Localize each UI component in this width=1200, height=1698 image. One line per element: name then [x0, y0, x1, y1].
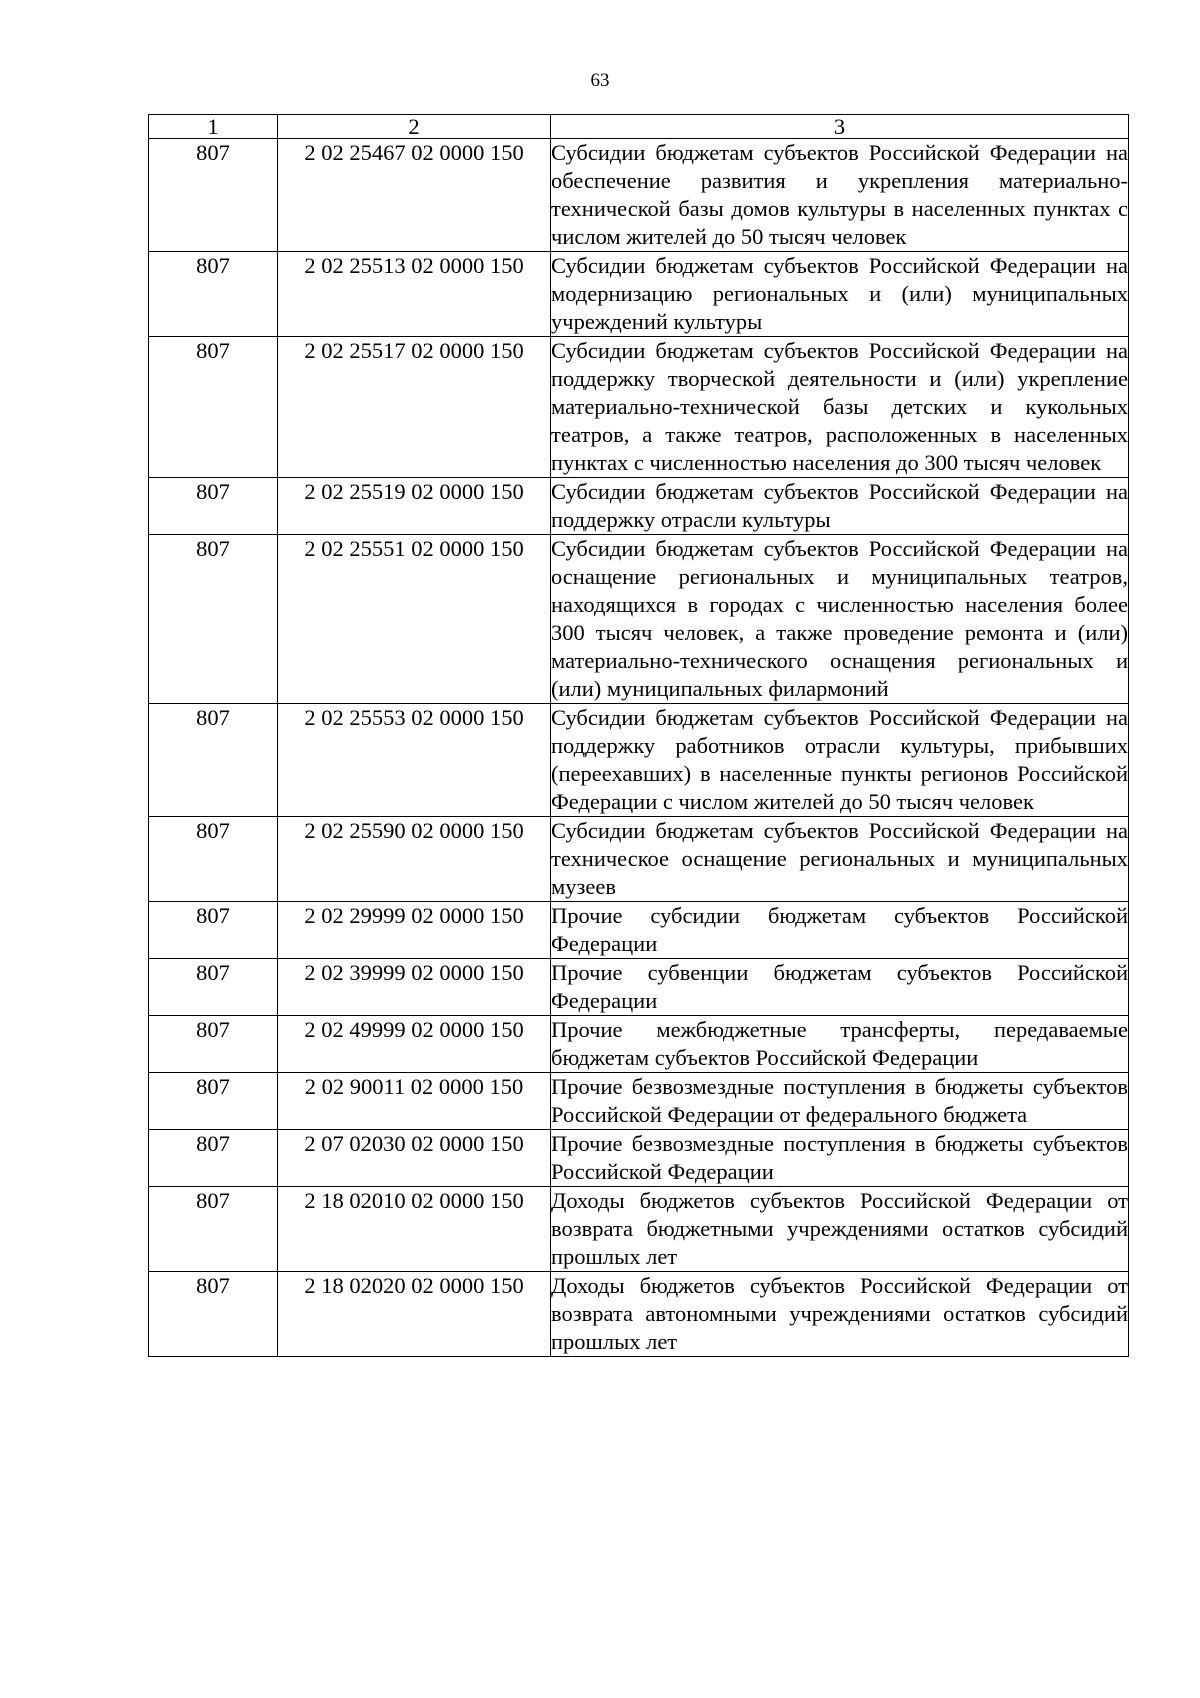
revenue-code-cell: 2 02 39999 02 0000 150 — [278, 959, 551, 1016]
admin-code-cell: 807 — [149, 1187, 278, 1272]
page-number: 63 — [590, 70, 610, 91]
admin-code-cell: 807 — [149, 139, 278, 252]
table-row — [149, 1073, 1129, 1130]
revenue-code-cell: 2 02 90011 02 0000 150 — [278, 1073, 551, 1130]
table-header-row — [149, 115, 1129, 139]
revenue-code-cell: 2 02 49999 02 0000 150 — [278, 1016, 551, 1073]
revenue-code-cell: 2 02 25590 02 0000 150 — [278, 817, 551, 902]
table-row — [149, 817, 1129, 902]
revenue-code-cell: 2 07 02030 02 0000 150 — [278, 1130, 551, 1187]
column-header-3: 3 — [551, 115, 1129, 139]
table-row — [149, 337, 1129, 478]
admin-code-cell: 807 — [149, 252, 278, 337]
table-row — [149, 1272, 1129, 1357]
table-row — [149, 139, 1129, 252]
description-cell: Доходы бюджетов субъектов Российской Федерации от возврата бюджетными учреждениями остатков субсидий прошлых лет — [551, 1187, 1129, 1272]
table-row — [149, 959, 1129, 1016]
description-cell: Прочие субсидии бюджетам субъектов Российской Федерации — [551, 902, 1129, 959]
description-cell: Доходы бюджетов субъектов Российской Федерации от возврата автономными учреждениями остатков субсидий прошлых лет — [551, 1272, 1129, 1357]
table-row — [149, 704, 1129, 817]
table-row — [149, 1130, 1129, 1187]
revenue-code-cell: 2 18 02020 02 0000 150 — [278, 1272, 551, 1357]
admin-code-cell: 807 — [149, 817, 278, 902]
revenue-code-cell: 2 02 25513 02 0000 150 — [278, 252, 551, 337]
table-row — [149, 252, 1129, 337]
admin-code-cell: 807 — [149, 535, 278, 704]
admin-code-cell: 807 — [149, 478, 278, 535]
revenue-code-cell: 2 02 25553 02 0000 150 — [278, 704, 551, 817]
description-cell: Субсидии бюджетам субъектов Российской Федерации на поддержку отрасли культуры — [551, 478, 1129, 535]
admin-code-cell: 807 — [149, 337, 278, 478]
description-cell: Субсидии бюджетам субъектов Российской Федерации на техническое оснащение региональных и муниципальных музеев — [551, 817, 1129, 902]
description-cell: Прочие безвозмездные поступления в бюджеты субъектов Российской Федерации — [551, 1130, 1129, 1187]
revenue-code-cell: 2 18 02010 02 0000 150 — [278, 1187, 551, 1272]
admin-code-cell: 807 — [149, 704, 278, 817]
description-cell: Субсидии бюджетам субъектов Российской Федерации на поддержку работников отрасли культуры, прибывших (переехавших) в населенные пункты регионов Российской Федерации с числом жителей до 50 тысяч человек — [551, 704, 1129, 817]
revenue-code-cell: 2 02 29999 02 0000 150 — [278, 902, 551, 959]
revenue-codes-table — [148, 114, 1129, 1357]
revenue-code-cell: 2 02 25551 02 0000 150 — [278, 535, 551, 704]
admin-code-cell: 807 — [149, 1272, 278, 1357]
description-cell: Прочие безвозмездные поступления в бюджеты субъектов Российской Федерации от федерального бюджета — [551, 1073, 1129, 1130]
revenue-code-cell: 2 02 25517 02 0000 150 — [278, 337, 551, 478]
table-row — [149, 902, 1129, 959]
description-cell: Прочие субвенции бюджетам субъектов Российской Федерации — [551, 959, 1129, 1016]
description-cell: Субсидии бюджетам субъектов Российской Федерации на оснащение региональных и муниципальных театров, находящихся в городах с численностью населения более 300 тысяч человек, а также проведение ремонта и (или) материально-технического оснащения региональных и (или) муниципальных филармоний — [551, 535, 1129, 704]
description-cell: Прочие межбюджетные трансферты, передаваемые бюджетам субъектов Российской Федерации — [551, 1016, 1129, 1073]
revenue-code-cell: 2 02 25519 02 0000 150 — [278, 478, 551, 535]
admin-code-cell: 807 — [149, 959, 278, 1016]
table-row — [149, 535, 1129, 704]
admin-code-cell: 807 — [149, 1016, 278, 1073]
admin-code-cell: 807 — [149, 1130, 278, 1187]
description-cell: Субсидии бюджетам субъектов Российской Федерации на модернизацию региональных и (или) муниципальных учреждений культуры — [551, 252, 1129, 337]
admin-code-cell: 807 — [149, 1073, 278, 1130]
table-row — [149, 1187, 1129, 1272]
description-cell: Субсидии бюджетам субъектов Российской Федерации на поддержку творческой деятельности и (или) укрепление материально-технической базы детских и кукольных театров, а также театров, расположенных в населенных пунктах с численностью населения до 300 тысяч человек — [551, 337, 1129, 478]
revenue-code-cell: 2 02 25467 02 0000 150 — [278, 139, 551, 252]
column-header-1: 1 — [149, 115, 278, 139]
description-cell: Субсидии бюджетам субъектов Российской Федерации на обеспечение развития и укрепления материально-технической базы домов культуры в населенных пунктах с числом жителей до 50 тысяч человек — [551, 139, 1129, 252]
table-row — [149, 478, 1129, 535]
column-header-2: 2 — [278, 115, 551, 139]
admin-code-cell: 807 — [149, 902, 278, 959]
table-row — [149, 1016, 1129, 1073]
